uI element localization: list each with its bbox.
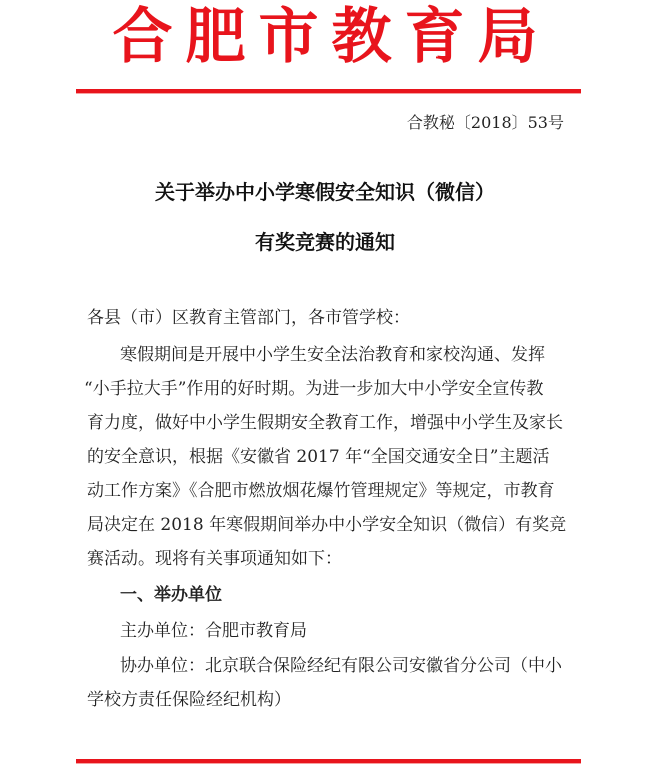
masthead-title: 合肥市教育局 <box>112 2 551 72</box>
top-red-rule <box>76 89 581 93</box>
body-line: 寒假期间是开展中小学生安全法治教育和家校沟通、发挥 <box>120 345 545 365</box>
salutation: 各县（市）区教育主管部门，各市管学校： <box>87 308 410 328</box>
body-line: 育力度，做好中小学生假期安全教育工作，增强中小学生及家长 <box>87 413 563 433</box>
body-line: 赛活动。现将有关事项通知如下： <box>87 549 342 569</box>
organizer: 主办单位：合肥市教育局 <box>120 621 307 641</box>
bottom-red-rule <box>76 759 581 763</box>
body-line: 动工作方案》《合肥市燃放烟花爆竹管理规定》等规定，市教育 <box>87 481 555 501</box>
body-line: 的安全意识，根据《安徽省 2017 年“全国交通安全日”主题活 <box>87 447 550 467</box>
notice-title-line-1: 关于举办中小学寒假安全知识（微信） <box>155 180 495 204</box>
document-number: 合教秘〔2018〕53号 <box>406 113 564 132</box>
body-line: 局决定在 2018 年寒假期间举办中小学安全知识（微信）有奖竞 <box>87 515 567 535</box>
co-organizer-line: 协办单位：北京联合保险经纪有限公司安徽省分公司（中小 <box>120 656 562 676</box>
co-organizer-line: 学校方责任保险经纪机构） <box>87 690 291 710</box>
body-line: “小手拉大手”作用的好时期。为进一步加大中小学安全宣传教 <box>84 379 544 399</box>
notice-title-line-2: 有奖竞赛的通知 <box>255 230 395 254</box>
section-heading: 一、举办单位 <box>120 585 222 605</box>
